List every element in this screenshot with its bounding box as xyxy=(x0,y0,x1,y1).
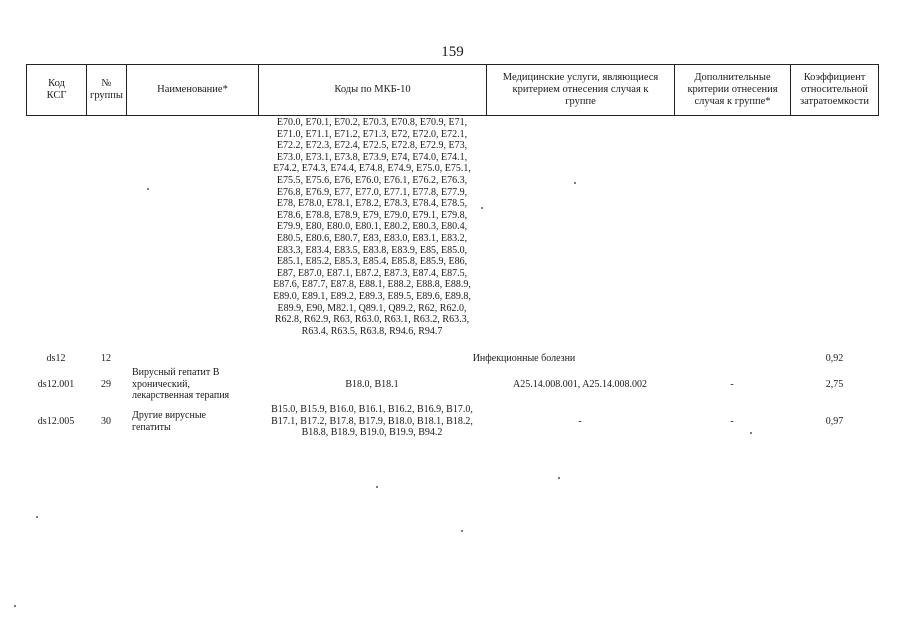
header-name: Наименование* xyxy=(127,65,259,115)
code-line: E78, E78.0, E78.1, E78.2, E78.3, E78.4, E78.5, xyxy=(276,198,468,210)
row-code: ds12.001 xyxy=(37,379,75,390)
code-line: E74.2, E74.3, E74.4, E74.8, E74.9, E75.0, E75.1, xyxy=(273,163,471,175)
code-line: E76.8, E76.9, E77, E77.0, E77.1, E77.8, E77.9, xyxy=(276,186,468,198)
row-name: Другие вирусные гепатиты xyxy=(132,410,206,433)
row-services: - xyxy=(578,416,582,427)
row-mkb xyxy=(258,404,486,439)
row-criteria: - xyxy=(730,379,734,390)
row-group: 12 xyxy=(101,353,111,364)
scan-speck xyxy=(14,605,16,607)
mkb-line: B15.0, B15.9, B16.0, B16.1, B16.2, B16.9, B17.0, xyxy=(271,404,473,415)
code-line: R62.8, R62.9, R63, R63.0, R63.1, R63.2, R63.3, xyxy=(274,314,470,326)
row-coefficient: 0,92 xyxy=(825,353,844,364)
mkb-line: B17.1, B17.2, B17.8, B17.9, B18.0, B18.1, B18.2, xyxy=(271,415,473,427)
row-coefficient: 0,97 xyxy=(825,416,844,427)
scan-speck xyxy=(376,486,378,488)
table-header xyxy=(26,64,879,116)
scan-speck xyxy=(750,432,752,434)
row-code: ds12 xyxy=(46,353,66,364)
continued-mkb-codes xyxy=(258,117,486,337)
mkb-line: B18.8, B18.9, B19.0, B19.9, B94.2 xyxy=(301,427,443,439)
row-criteria: - xyxy=(730,416,734,427)
row-services: A25.14.008.001, A25.14.008.002 xyxy=(513,379,647,390)
scan-speck xyxy=(36,516,38,518)
row-name: Вирусный гепатит В хронический, лекарственная терапия xyxy=(132,367,230,402)
code-line: E89.9, E90, M82.1, Q89.1, Q89.2, R62, R62.0, xyxy=(277,302,467,314)
scan-speck xyxy=(481,207,483,209)
code-line: E78.6, E78.8, E78.9, E79, E79.0, E79.1, E79.8, xyxy=(276,209,468,221)
scan-speck xyxy=(558,477,560,479)
row-coefficient: 2,75 xyxy=(825,379,844,390)
code-line: E89.0, E89.1, E89.2, E89.3, E89.5, E89.6, E89.8, xyxy=(273,290,471,302)
scan-speck xyxy=(461,530,463,532)
table-row-ds12-005 xyxy=(0,404,905,440)
row-group: 30 xyxy=(101,416,111,427)
row-mkb: B18.0, B18.1 xyxy=(345,379,399,390)
code-line: E75.5, E75.6, E76, E76.0, E76.1, E76.2, E76.3, xyxy=(276,174,468,186)
code-line: E85.1, E85.2, E85.3, E85.4, E85.8, E85.9, E86, xyxy=(276,256,468,268)
header-group-number: № группы xyxy=(87,65,127,115)
code-line: E70.0, E70.1, E70.2, E70.3, E70.8, E70.9, E71, xyxy=(276,117,468,128)
page-number: 159 xyxy=(441,44,464,60)
header-criteria: Дополнительные критерии отнесения случая к группе* xyxy=(675,65,791,115)
row-group: 29 xyxy=(101,379,111,390)
scan-speck xyxy=(574,182,576,184)
scan-speck xyxy=(147,188,149,190)
code-line: E87.6, E87.7, E87.8, E88.1, E88.2, E88.8, E88.9, xyxy=(273,279,471,291)
code-line: E87, E87.0, E87.1, E87.2, E87.3, E87.4, E87.5, xyxy=(276,267,468,279)
code-line: R63.4, R63.5, R63.8, R94.6, R94.7 xyxy=(301,325,443,337)
code-line: E71.0, E71.1, E71.2, E71.3, E72, E72.0, E72.1, xyxy=(276,128,468,140)
code-line: E72.2, E72.3, E72.4, E72.5, E72.8, E72.9, E73, xyxy=(276,140,468,152)
row-code: ds12.005 xyxy=(37,416,75,427)
code-line: E83.3, E83.4, E83.5, E83.8, E83.9, E85, E85.0, xyxy=(276,244,468,256)
code-line: E73.0, E73.1, E73.8, E73.9, E74, E74.0, E74.1, xyxy=(276,151,468,163)
code-line: E80.5, E80.6, E80.7, E83, E83.0, E83.1, E83.2, xyxy=(276,232,468,244)
header-coefficient: Коэффициент относительной затратоемкости xyxy=(800,72,869,107)
header-mkb-codes: Коды по МКБ-10 xyxy=(259,65,487,115)
header-code-ksg: Код КСГ xyxy=(27,65,87,115)
row-section-title: Инфекционные болезни xyxy=(472,353,576,364)
code-line: E79.9, E80, E80.0, E80.1, E80.2, E80.3, E80.4, xyxy=(276,221,468,233)
table-row-ds12-001 xyxy=(0,367,905,403)
header-services: Медицинские услуги, являющиеся критерием отнесения случая к группе xyxy=(487,65,675,115)
